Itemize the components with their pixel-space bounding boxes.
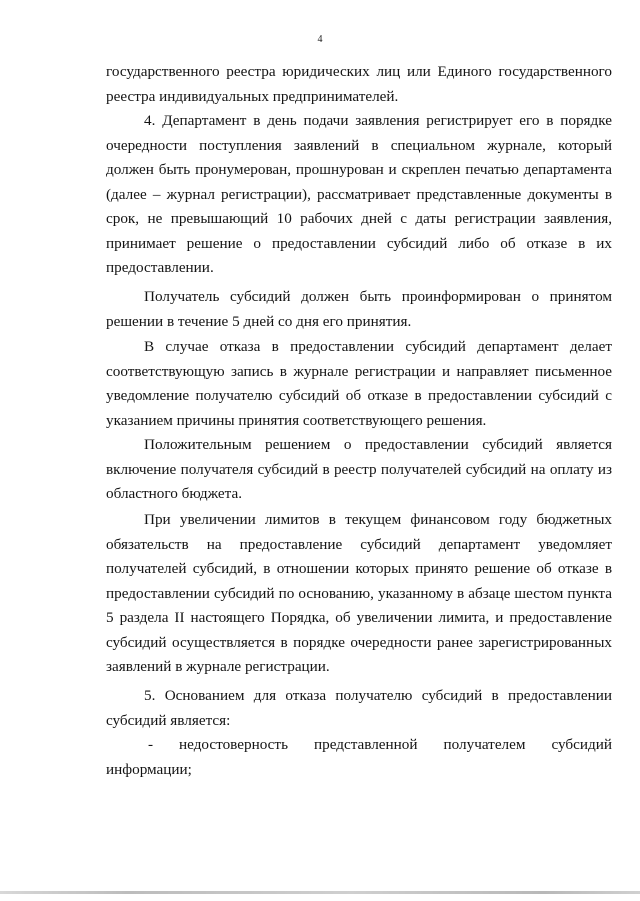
list-item-continuation: информации; [106, 760, 192, 778]
list-dash: - [148, 736, 154, 753]
list-word: представленной [313, 736, 418, 753]
list-item-unreliable-information [106, 733, 612, 782]
page-number: 4 [317, 34, 323, 45]
paragraph-positive-decision: Положительным решением о предоставлении субсидий является включение получателя субсидий в реестр получателей субсидий на оплату из областного бюджета. [106, 436, 612, 502]
paragraph-refusal-notice: В случае отказа в предоставлении субсидий департамент делает соответствующую запись в журнале регистрации и направляет письменное уведомление получателю субсидий об отказе в предоставлении субсидий с указанием причины принятия соответствующего решения. [106, 338, 612, 429]
list-word: недостоверность [179, 736, 288, 753]
scan-bottom-edge [0, 891, 640, 894]
list-word: получателем [443, 736, 526, 753]
paragraph-item-5-refusal-grounds: 5. Основанием для отказа получателю субсидий в предоставлении субсидий является: [106, 687, 612, 729]
paragraph-limit-increase: При увеличении лимитов в текущем финансовом году бюджетных обязательств на предоставление субсидий департамент уведомляет получателей субсидий, в отношении которых принято решение об отказе в предоставлении субсидий по основанию, указанному в абзаце шестом пункта 5 раздела II настоящего Порядка, об увеличении лимита, и предоставление субсидий осуществляется в порядке очередности ранее зарегистрированных заявлений в журнале регистрации. [106, 511, 612, 675]
paragraph-item-4-registration: 4. Департамент в день подачи заявления регистрирует его в порядке очередности поступления заявлений в специальном журнале, который должен быть пронумерован, прошнурован и скреплен печатью департамента (далее – журнал регистрации), рассматривает представленные документы в срок, не превышающий 10 рабочих дней с даты регистрации заявления, принимает решение о предоставлении субсидий либо об отказе в их предоставлении. [106, 112, 612, 276]
paragraph-registry-continuation: государственного реестра юридических лиц или Единого государственного реестра индивидуальных предпринимателей. [106, 63, 612, 105]
list-item-first-line [106, 733, 612, 758]
paragraph-recipient-informed: Получатель субсидий должен быть проинформирован о принятом решении в течение 5 дней со дня его принятия. [106, 288, 612, 330]
list-word: субсидий [551, 736, 612, 753]
